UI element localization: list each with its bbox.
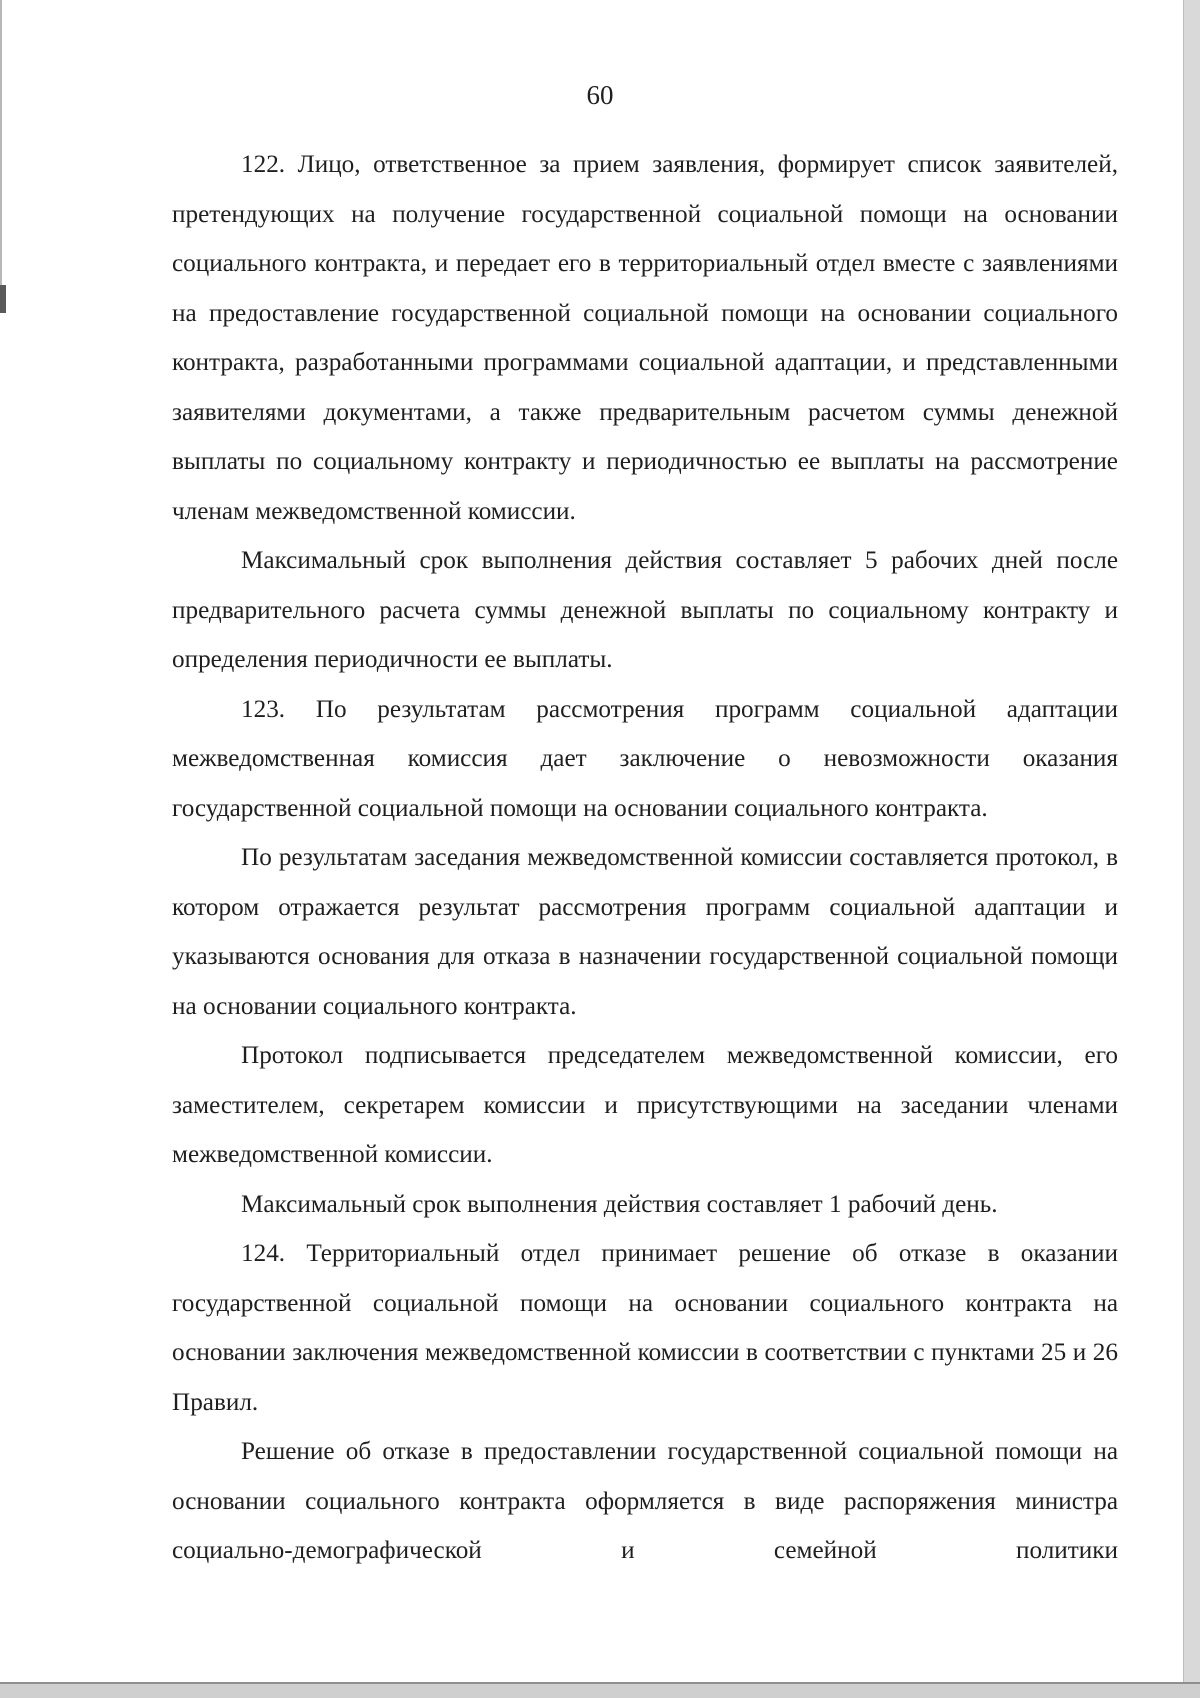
document-body	[172, 140, 1118, 1576]
paragraph-123: 123. По результатам рассмотрения программ социальной адаптации межведомственная комиссия дает заключение о невозможности оказания государственной социальной помощи на основании социального контракта.	[172, 695, 1118, 822]
paragraph-protocol-results: По результатам заседания межведомственной комиссии составляется протокол, в котором отражается результат рассмотрения программ социальной адаптации и указываются основания для отказа в назначении государственной социальной помощи на основании социального контракта.	[172, 844, 1118, 1020]
paragraph-122: 122. Лицо, ответственное за прием заявления, формирует список заявителей, претендующих на получение государственной социальной помощи на основании социального контракта, и передает его в территориальный отдел вместе с заявлениями на предоставление государственной социальной помощи на основании социального контракта, разработанными программами социальной адаптации, и представленными заявителями документами, а также предварительным расчетом суммы денежной выплаты по социальному контракту и периодичностью ее выплаты на рассмотрение членам межведомственной комиссии.	[172, 151, 1118, 525]
paragraph-deadline-5-days: Максимальный срок выполнения действия составляет 5 рабочих дней после предварительного расчета суммы денежной выплаты по социальному контракту и определения периодичности ее выплаты.	[172, 547, 1118, 673]
page-number: 60	[586, 80, 614, 110]
scan-bottom-edge	[0, 1682, 1200, 1698]
paragraph-refusal-decision: Решение об отказе в предоставлении государственной социальной помощи на основании социального контракта оформляется в виде распоряжения министра социально-демографической и семейной политики	[172, 1438, 1118, 1564]
paragraph-deadline-1-day: Максимальный срок выполнения действия составляет 1 рабочий день.	[241, 1190, 998, 1218]
paragraph-124: 124. Территориальный отдел принимает решение об отказе в оказании государственной социальной помощи на основании социального контракта на основании заключения межведомственной комиссии в соответствии с пунктами 25 и 26 Правил.	[172, 1240, 1118, 1416]
scan-right-edge	[1183, 0, 1200, 1698]
paragraph-protocol-signing: Протокол подписывается председателем межведомственной комиссии, его заместителем, секретарем комиссии и присутствующими на заседании членами межведомственной комиссии.	[172, 1042, 1118, 1168]
scan-left-edge	[0, 0, 2, 300]
scan-mark	[0, 285, 6, 313]
